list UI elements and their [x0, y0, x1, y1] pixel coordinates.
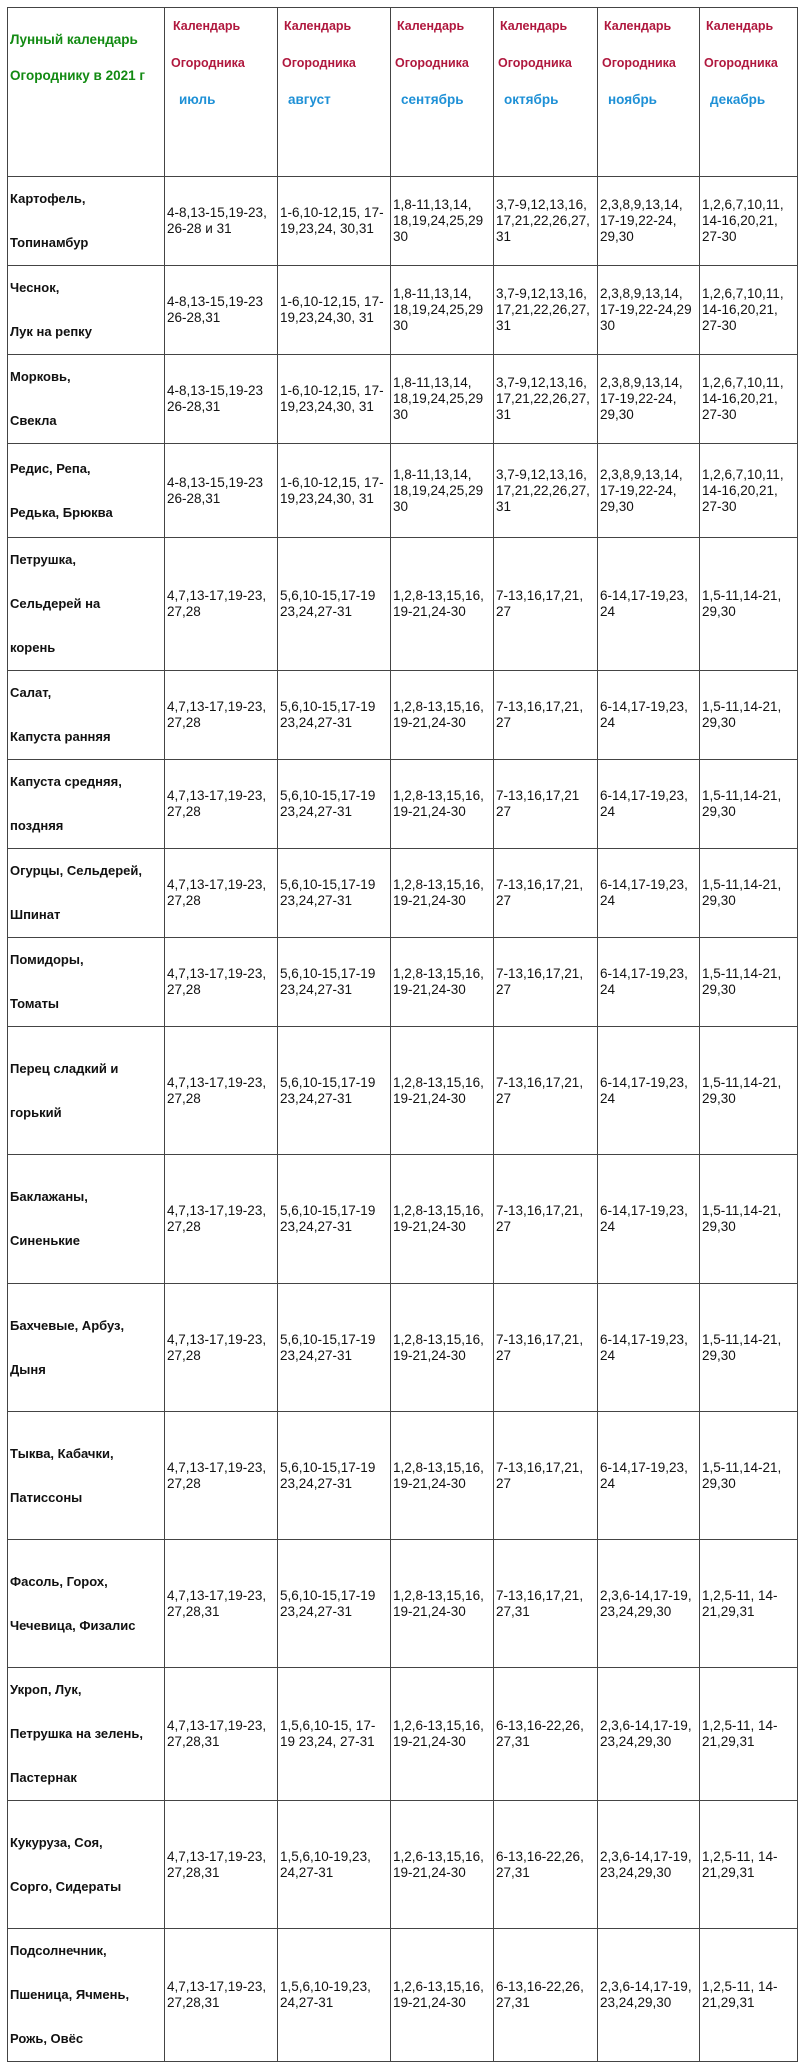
crop-name-line: горький: [10, 1104, 62, 1120]
favorable-days-cell: 1,5-11,14-21, 29,30: [700, 1155, 798, 1284]
month-header-cell: [278, 8, 391, 177]
favorable-days-cell: 2,3,8,9,13,14, 17-19,22-24, 29,30: [598, 355, 700, 444]
favorable-days-cell: 4-8,13-15,19-23, 26-28 и 31: [165, 177, 278, 266]
favorable-days-cell: 1,5-11,14-21, 29,30: [700, 938, 798, 1027]
favorable-days-cell: 5,6,10-15,17-19 23,24,27-31: [278, 760, 391, 849]
crop-name-line: поздняя: [10, 818, 64, 833]
favorable-days-cell: 1,5,6,10-19,23, 24,27-31: [278, 1929, 391, 2062]
crop-row: [8, 538, 798, 671]
month-name: июль: [179, 92, 216, 107]
favorable-days-cell: 1-6,10-12,15, 17-19,23,24,30, 31: [278, 266, 391, 355]
favorable-days-cell: 4,7,13-17,19-23, 27,28,31: [165, 1668, 278, 1801]
crop-name-line: Сорго, Сидераты: [10, 1878, 122, 1894]
crop-name-line: Бахчевые, Арбуз,: [10, 1317, 125, 1333]
favorable-days-cell: 1,5,6,10-19,23, 24,27-31: [278, 1801, 391, 1929]
favorable-days-cell: 2,3,6-14,17-19, 23,24,29,30: [598, 1540, 700, 1668]
favorable-days-cell: 6-13,16-22,26, 27,31: [494, 1801, 598, 1929]
favorable-days-cell: 1,2,8-13,15,16, 19-21,24-30: [391, 538, 494, 671]
crop-name-line: Петрушка,: [10, 552, 76, 567]
favorable-days-cell: 7-13,16,17,21, 27: [494, 538, 598, 671]
crop-name-line: корень: [10, 640, 56, 655]
crop-row: [8, 849, 798, 938]
favorable-days-cell: 3,7-9,12,13,16, 17,21,22,26,27, 31: [494, 177, 598, 266]
favorable-days-cell: 4,7,13-17,19-23, 27,28,31: [165, 1801, 278, 1929]
favorable-days-cell: 4,7,13-17,19-23, 27,28: [165, 760, 278, 849]
favorable-days-cell: 1,2,5-11, 14-21,29,31: [700, 1929, 798, 2062]
favorable-days-cell: 1,2,8-13,15,16, 19-21,24-30: [391, 1155, 494, 1284]
crop-name-line: Лук на репку: [10, 324, 92, 339]
favorable-days-cell: 6-14,17-19,23, 24: [598, 760, 700, 849]
favorable-days-cell: 1,2,8-13,15,16, 19-21,24-30: [391, 671, 494, 760]
crop-name-line: Петрушка на зелень,: [10, 1726, 143, 1741]
crop-name-cell: [8, 1027, 165, 1155]
favorable-days-cell: 5,6,10-15,17-19 23,24,27-31: [278, 938, 391, 1027]
favorable-days-cell: 4,7,13-17,19-23, 27,28: [165, 1027, 278, 1155]
favorable-days-cell: 5,6,10-15,17-19 23,24,27-31: [278, 1027, 391, 1155]
lunar-calendar-table: [7, 7, 798, 2062]
crop-name-line: Укроп, Лук,: [10, 1682, 82, 1697]
favorable-days-cell: 1,8-11,13,14, 18,19,24,25,29 30: [391, 444, 494, 538]
favorable-days-cell: 1,5-11,14-21, 29,30: [700, 671, 798, 760]
favorable-days-cell: 6-14,17-19,23, 24: [598, 849, 700, 938]
table-title-line1: Лунный календарь: [10, 32, 138, 47]
crop-name-cell: [8, 177, 165, 266]
crop-name-line: Перец сладкий и: [10, 1060, 119, 1076]
header-label-line2: Огородника: [704, 56, 778, 70]
favorable-days-cell: 1,5-11,14-21, 29,30: [700, 760, 798, 849]
favorable-days-cell: 6-14,17-19,23, 24: [598, 1155, 700, 1284]
crop-name-line: Рожь, Овёс: [10, 2031, 84, 2046]
crop-name-line: Дыня: [10, 1361, 46, 1377]
crop-row: [8, 1027, 798, 1155]
favorable-days-cell: 1,5-11,14-21, 29,30: [700, 1412, 798, 1540]
favorable-days-cell: 2,3,6-14,17-19, 23,24,29,30: [598, 1801, 700, 1929]
favorable-days-cell: 3,7-9,12,13,16, 17,21,22,26,27, 31: [494, 444, 598, 538]
crop-name-line: Редька, Брюква: [10, 504, 113, 520]
favorable-days-cell: 2,3,8,9,13,14, 17-19,22-24,29 30: [598, 266, 700, 355]
favorable-days-cell: 6-14,17-19,23, 24: [598, 671, 700, 760]
favorable-days-cell: 7-13,16,17,21 27: [494, 760, 598, 849]
crop-name-line: Тыква, Кабачки,: [10, 1445, 114, 1461]
favorable-days-cell: 6-14,17-19,23, 24: [598, 1284, 700, 1412]
crop-name-line: Чечевица, Физалис: [10, 1617, 136, 1633]
header-label-line1: Календарь: [173, 19, 241, 33]
crop-name-line: Картофель,: [10, 191, 86, 206]
favorable-days-cell: 1,2,8-13,15,16, 19-21,24-30: [391, 1027, 494, 1155]
crop-name-cell: [8, 1668, 165, 1801]
favorable-days-cell: 6-14,17-19,23, 24: [598, 538, 700, 671]
header-label-line1: Календарь: [706, 19, 774, 33]
month-header-cell: [494, 8, 598, 177]
favorable-days-cell: 5,6,10-15,17-19 23,24,27-31: [278, 1540, 391, 1668]
header-label-line2: Огородника: [282, 56, 356, 70]
crop-name-line: Томаты: [10, 996, 60, 1011]
crop-name-cell: [8, 1540, 165, 1668]
favorable-days-cell: 7-13,16,17,21, 27,31: [494, 1540, 598, 1668]
crop-name-cell: [8, 538, 165, 671]
favorable-days-cell: 4-8,13-15,19-23 26-28,31: [165, 266, 278, 355]
favorable-days-cell: 1,5-11,14-21, 29,30: [700, 538, 798, 671]
favorable-days-cell: 5,6,10-15,17-19 23,24,27-31: [278, 1155, 391, 1284]
favorable-days-cell: 4-8,13-15,19-23 26-28,31: [165, 355, 278, 444]
favorable-days-cell: 2,3,6-14,17-19, 23,24,29,30: [598, 1929, 700, 2062]
favorable-days-cell: 7-13,16,17,21, 27: [494, 938, 598, 1027]
favorable-days-cell: 5,6,10-15,17-19 23,24,27-31: [278, 1284, 391, 1412]
table-title-line2: Огороднику в 2021 г: [10, 68, 145, 83]
header-label-line2: Огородника: [171, 56, 245, 70]
crop-row: [8, 671, 798, 760]
favorable-days-cell: 1,2,6-13,15,16, 19-21,24-30: [391, 1668, 494, 1801]
favorable-days-cell: 4,7,13-17,19-23, 27,28: [165, 1412, 278, 1540]
favorable-days-cell: 4,7,13-17,19-23, 27,28,31: [165, 1929, 278, 2062]
crop-name-cell: [8, 671, 165, 760]
crop-name-cell: [8, 266, 165, 355]
crop-row: [8, 177, 798, 266]
crop-name-line: Подсолнечник,: [10, 1943, 107, 1958]
favorable-days-cell: 2,3,8,9,13,14, 17-19,22-24, 29,30: [598, 177, 700, 266]
favorable-days-cell: 1,2,6-13,15,16, 19-21,24-30: [391, 1801, 494, 1929]
favorable-days-cell: 4,7,13-17,19-23, 27,28,31: [165, 1540, 278, 1668]
crop-row: [8, 938, 798, 1027]
favorable-days-cell: 3,7-9,12,13,16, 17,21,22,26,27, 31: [494, 355, 598, 444]
crop-name-line: Кукуруза, Соя,: [10, 1834, 103, 1850]
favorable-days-cell: 2,3,6-14,17-19, 23,24,29,30: [598, 1668, 700, 1801]
crop-name-cell: [8, 938, 165, 1027]
crop-row: [8, 760, 798, 849]
month-name: октябрь: [504, 92, 559, 107]
favorable-days-cell: 6-14,17-19,23, 24: [598, 1412, 700, 1540]
favorable-days-cell: 1,2,8-13,15,16, 19-21,24-30: [391, 760, 494, 849]
favorable-days-cell: 1,8-11,13,14, 18,19,24,25,29 30: [391, 177, 494, 266]
favorable-days-cell: 1,2,8-13,15,16, 19-21,24-30: [391, 1284, 494, 1412]
crop-name-line: Огурцы, Сельдерей,: [10, 863, 142, 878]
favorable-days-cell: 6-13,16-22,26, 27,31: [494, 1668, 598, 1801]
header-label-line2: Огородника: [602, 56, 676, 70]
header-label-line1: Календарь: [284, 19, 352, 33]
favorable-days-cell: 1,2,8-13,15,16, 19-21,24-30: [391, 849, 494, 938]
crop-name-line: Редис, Репа,: [10, 460, 91, 476]
favorable-days-cell: 2,3,8,9,13,14, 17-19,22-24, 29,30: [598, 444, 700, 538]
month-name: ноябрь: [608, 92, 657, 107]
favorable-days-cell: 1,2,5-11, 14-21,29,31: [700, 1668, 798, 1801]
month-header-cell: [165, 8, 278, 177]
favorable-days-cell: 4,7,13-17,19-23, 27,28: [165, 1155, 278, 1284]
month-header-cell: [391, 8, 494, 177]
crop-name-line: Пастернак: [10, 1770, 77, 1785]
crop-name-line: Фасоль, Горох,: [10, 1573, 108, 1589]
crop-row: [8, 266, 798, 355]
crop-name-cell: [8, 1801, 165, 1929]
favorable-days-cell: 1-6,10-12,15, 17-19,23,24, 30,31: [278, 177, 391, 266]
favorable-days-cell: 1,8-11,13,14, 18,19,24,25,29 30: [391, 355, 494, 444]
header-label-line2: Огородника: [498, 56, 572, 70]
crop-name-cell: [8, 1284, 165, 1412]
favorable-days-cell: 4,7,13-17,19-23, 27,28: [165, 938, 278, 1027]
favorable-days-cell: 4,7,13-17,19-23, 27,28: [165, 538, 278, 671]
month-name: декабрь: [710, 92, 766, 107]
favorable-days-cell: 7-13,16,17,21, 27: [494, 1412, 598, 1540]
favorable-days-cell: 7-13,16,17,21, 27: [494, 1027, 598, 1155]
favorable-days-cell: 1-6,10-12,15, 17-19,23,24,30, 31: [278, 355, 391, 444]
crop-name-line: Капуста средняя,: [10, 774, 122, 789]
crop-row: [8, 1929, 798, 2062]
crop-row: [8, 1668, 798, 1801]
crop-row: [8, 1801, 798, 1929]
month-name: август: [288, 92, 331, 107]
favorable-days-cell: 1,2,6,7,10,11, 14-16,20,21, 27-30: [700, 444, 798, 538]
favorable-days-cell: 6-14,17-19,23, 24: [598, 1027, 700, 1155]
crop-name-line: Капуста ранняя: [10, 729, 111, 744]
favorable-days-cell: 1-6,10-12,15, 17-19,23,24,30, 31: [278, 444, 391, 538]
favorable-days-cell: 7-13,16,17,21, 27: [494, 671, 598, 760]
crop-name-cell: [8, 849, 165, 938]
favorable-days-cell: 1,5-11,14-21, 29,30: [700, 1027, 798, 1155]
favorable-days-cell: 4-8,13-15,19-23 26-28,31: [165, 444, 278, 538]
favorable-days-cell: 4,7,13-17,19-23, 27,28: [165, 849, 278, 938]
month-name: сентябрь: [401, 92, 464, 107]
favorable-days-cell: 5,6,10-15,17-19 23,24,27-31: [278, 1412, 391, 1540]
crop-name-line: Сельдерей на: [10, 596, 101, 611]
favorable-days-cell: 1,5-11,14-21, 29,30: [700, 1284, 798, 1412]
crop-name-cell: [8, 1412, 165, 1540]
crop-name-line: Пшеница, Ячмень,: [10, 1987, 130, 2002]
table-title-cell: [8, 8, 165, 177]
favorable-days-cell: 1,2,8-13,15,16, 19-21,24-30: [391, 1540, 494, 1668]
favorable-days-cell: 1,2,6,7,10,11, 14-16,20,21, 27-30: [700, 355, 798, 444]
favorable-days-cell: 1,2,6,7,10,11, 14-16,20,21, 27-30: [700, 266, 798, 355]
favorable-days-cell: 1,5-11,14-21, 29,30: [700, 849, 798, 938]
favorable-days-cell: 1,8-11,13,14, 18,19,24,25,29 30: [391, 266, 494, 355]
header-label-line2: Огородника: [395, 56, 469, 70]
crop-name-line: Баклажаны,: [10, 1189, 88, 1204]
crop-name-line: Шпинат: [10, 907, 61, 922]
crop-row: [8, 1412, 798, 1540]
favorable-days-cell: 1,2,8-13,15,16, 19-21,24-30: [391, 1412, 494, 1540]
crop-name-line: Помидоры,: [10, 952, 84, 967]
favorable-days-cell: 1,5,6,10-15, 17-19 23,24, 27-31: [278, 1668, 391, 1801]
favorable-days-cell: 4,7,13-17,19-23, 27,28: [165, 671, 278, 760]
favorable-days-cell: 7-13,16,17,21, 27: [494, 849, 598, 938]
header-label-line1: Календарь: [397, 19, 465, 33]
favorable-days-cell: 5,6,10-15,17-19 23,24,27-31: [278, 538, 391, 671]
crop-name-cell: [8, 355, 165, 444]
favorable-days-cell: 3,7-9,12,13,16, 17,21,22,26,27, 31: [494, 266, 598, 355]
favorable-days-cell: 5,6,10-15,17-19 23,24,27-31: [278, 849, 391, 938]
favorable-days-cell: 1,2,6,7,10,11, 14-16,20,21, 27-30: [700, 177, 798, 266]
crop-row: [8, 355, 798, 444]
crop-name-cell: [8, 1929, 165, 2062]
header-row: [8, 8, 798, 177]
crop-name-cell: [8, 1155, 165, 1284]
crop-row: [8, 1284, 798, 1412]
header-label-line1: Календарь: [500, 19, 568, 33]
crop-name-cell: [8, 760, 165, 849]
favorable-days-cell: 6-13,16-22,26, 27,31: [494, 1929, 598, 2062]
favorable-days-cell: 1,2,5-11, 14-21,29,31: [700, 1540, 798, 1668]
crop-name-line: Салат,: [10, 685, 52, 700]
crop-name-line: Патиссоны: [10, 1489, 83, 1505]
month-header-cell: [700, 8, 798, 177]
favorable-days-cell: 1,2,5-11, 14-21,29,31: [700, 1801, 798, 1929]
crop-name-line: Синенькие: [10, 1233, 81, 1248]
crop-name-cell: [8, 444, 165, 538]
favorable-days-cell: 6-14,17-19,23, 24: [598, 938, 700, 1027]
favorable-days-cell: 1,2,6-13,15,16, 19-21,24-30: [391, 1929, 494, 2062]
crop-row: [8, 1155, 798, 1284]
crop-row: [8, 444, 798, 538]
favorable-days-cell: 5,6,10-15,17-19 23,24,27-31: [278, 671, 391, 760]
crop-row: [8, 1540, 798, 1668]
crop-name-line: Свекла: [10, 413, 57, 428]
favorable-days-cell: 7-13,16,17,21, 27: [494, 1155, 598, 1284]
favorable-days-cell: 7-13,16,17,21, 27: [494, 1284, 598, 1412]
header-label-line1: Календарь: [604, 19, 672, 33]
crop-name-line: Морковь,: [10, 369, 71, 384]
month-header-cell: [598, 8, 700, 177]
favorable-days-cell: 4,7,13-17,19-23, 27,28: [165, 1284, 278, 1412]
crop-name-line: Топинамбур: [10, 235, 89, 250]
crop-name-line: Чеснок,: [10, 280, 60, 295]
favorable-days-cell: 1,2,8-13,15,16, 19-21,24-30: [391, 938, 494, 1027]
